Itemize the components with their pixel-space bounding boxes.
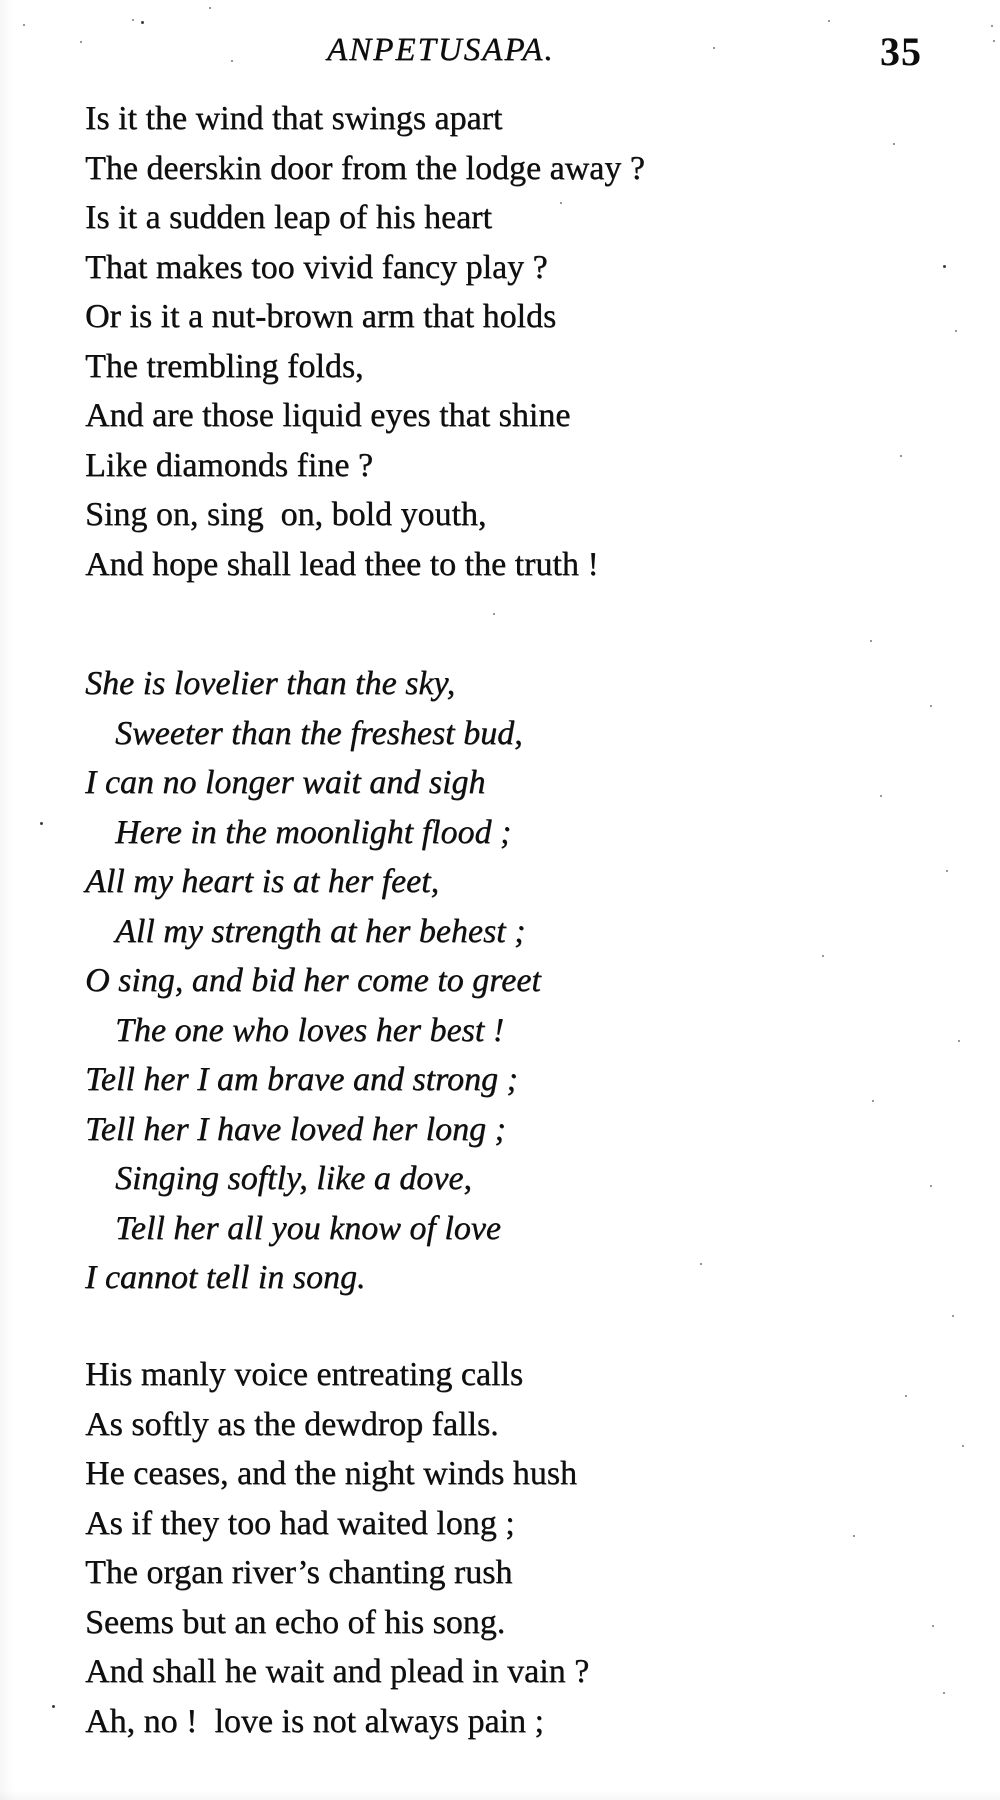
- scan-speck: [40, 822, 43, 825]
- scan-speck: [955, 330, 957, 332]
- poem-line: Like diamonds fine ?: [85, 446, 373, 484]
- scan-speck: [943, 1692, 945, 1694]
- scan-speck: [23, 24, 25, 26]
- poem-line: And hope shall lead thee to the truth !: [85, 545, 599, 583]
- poem-line: All my strength at her behest ;: [115, 912, 526, 950]
- running-title: ANPETUSAPA.: [327, 32, 555, 68]
- scan-speck: [713, 47, 715, 49]
- poem-line: As if they too had waited long ;: [85, 1504, 515, 1542]
- poem-line: Tell her I have loved her long ;: [85, 1110, 506, 1148]
- poem-line: Ah, no ! love is not always pain ;: [85, 1702, 544, 1740]
- scan-speck: [991, 25, 993, 27]
- scan-speck: [993, 40, 995, 42]
- poem-line: Tell her all you know of love: [115, 1209, 501, 1247]
- scan-speck: [962, 1445, 964, 1447]
- scan-speck: [231, 60, 233, 62]
- poem-line: The trembling folds,: [85, 347, 364, 385]
- poem-line: She is lovelier than the sky,: [85, 665, 456, 702]
- scan-speck: [958, 1040, 960, 1042]
- scan-speck: [141, 21, 144, 24]
- poem-line: He ceases, and the night winds hush: [85, 1455, 577, 1492]
- poem-line: The deerskin door from the lodge away ?: [85, 149, 645, 187]
- scan-speck: [952, 1315, 954, 1317]
- poem-line: Is it a sudden leap of his heart: [85, 199, 492, 236]
- scan-speck: [493, 613, 495, 615]
- scan-speck: [52, 1705, 55, 1708]
- scan-speck: [209, 7, 211, 9]
- poem-line: That makes too vivid fancy play ?: [85, 248, 548, 286]
- scan-edge-shade-left: [0, 0, 14, 1800]
- scan-speck: [946, 870, 948, 872]
- poem-line: Seems but an echo of his song.: [85, 1603, 506, 1641]
- poem-line: Is it the wind that swings apart: [85, 100, 503, 137]
- scan-speck: [870, 640, 872, 642]
- poem-line: And are those liquid eyes that shine: [85, 397, 571, 434]
- scan-speck: [930, 1185, 932, 1187]
- stanza-3: [85, 1350, 905, 1746]
- poem-line: As softly as the dewdrop falls.: [85, 1405, 499, 1443]
- poem-line: Or is it a nut-brown arm that holds: [85, 298, 557, 335]
- poem-line: Sing on, sing on, bold youth,: [85, 496, 487, 533]
- poem-line: I can no longer wait and sigh: [85, 764, 486, 801]
- scan-speck: [905, 1395, 907, 1397]
- scan-edge-shade-bottom: [0, 1790, 1000, 1800]
- poem-line: Sweeter than the freshest bud,: [115, 714, 523, 752]
- stanza-2-italic: [85, 659, 905, 1303]
- scan-speck: [132, 19, 134, 21]
- scan-speck: [943, 265, 946, 268]
- page-number: 35: [880, 29, 922, 74]
- poem-line: I cannot tell in song.: [85, 1259, 366, 1296]
- poem-line: The one who loves her best !: [115, 1011, 505, 1049]
- poem-line: The organ river’s chanting rush: [85, 1554, 513, 1591]
- poem-line: Tell her I am brave and strong ;: [85, 1061, 518, 1098]
- poem-line: His manly voice entreating calls: [85, 1356, 524, 1393]
- poem-line: O sing, and bid her come to greet: [85, 962, 541, 999]
- poem-line: All my heart is at her feet,: [85, 863, 440, 900]
- stanza-1: [85, 94, 905, 589]
- scan-speck: [930, 705, 932, 707]
- scan-speck: [828, 20, 830, 22]
- scan-speck: [932, 1625, 934, 1627]
- poem-line: Here in the moonlight flood ;: [115, 813, 512, 851]
- poem-line: Singing softly, like a dove,: [115, 1160, 472, 1197]
- poem-line: And shall he wait and plead in vain ?: [85, 1653, 590, 1690]
- scan-speck: [80, 41, 82, 43]
